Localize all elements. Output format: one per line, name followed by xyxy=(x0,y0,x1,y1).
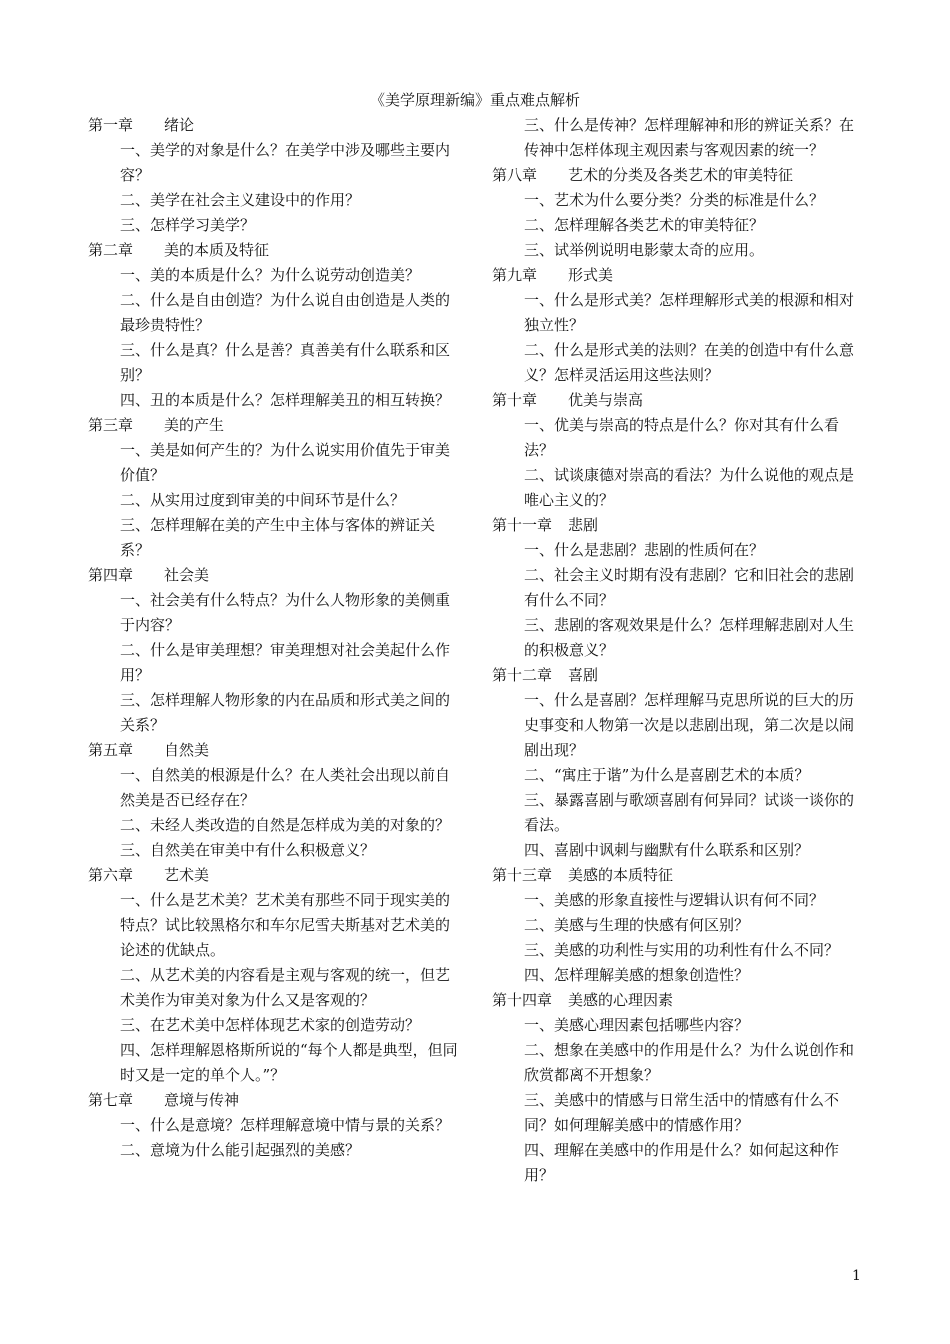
question-item: 三、美感的功利性与实用的功利性有什么不同？ xyxy=(524,941,840,959)
chapter-name: 绪论 xyxy=(164,116,195,134)
question-item: 二、什么是自由创造？为什么说自由创造是人类的最珍贵特性？ xyxy=(120,291,451,334)
chapter-heading xyxy=(88,863,463,888)
chapter-number: 第五章 xyxy=(88,741,134,759)
chapter-heading xyxy=(492,663,867,688)
question-item: 一、美感心理因素包括哪些内容？ xyxy=(524,1016,750,1034)
question-item: 二、从实用过度到审美的中间环节是什么？ xyxy=(120,491,406,509)
question-item: 二、社会主义时期有没有悲剧？它和旧社会的悲剧有什么不同？ xyxy=(524,566,855,609)
chapter-name: 意境与传神 xyxy=(164,1091,240,1109)
chapter-number: 第九章 xyxy=(492,266,538,284)
question-item: 一、美感的形象直接性与逻辑认识有何不同？ xyxy=(524,891,825,909)
chapter-number: 第二章 xyxy=(88,241,134,259)
chapter-name: 自然美 xyxy=(164,741,210,759)
question-item: 二、美感与生理的快感有何区别？ xyxy=(524,916,750,934)
question-item: 二、怎样理解各类艺术的审美特征？ xyxy=(524,216,765,234)
question-item: 四、理解在美感中的作用是什么？如何起这种作用？ xyxy=(524,1141,840,1184)
chapter-heading xyxy=(492,513,867,538)
chapter-number: 第十一章 xyxy=(492,516,553,534)
question-item: 四、怎样理解恩格斯所说的“每个人都是典型，但同时又是一定的单个人。”？ xyxy=(120,1041,458,1084)
chapter-heading xyxy=(492,863,867,888)
chapter-number: 第四章 xyxy=(88,566,134,584)
chapter-heading xyxy=(492,163,867,188)
question-item: 一、自然美的根源是什么？在人类社会出现以前自然美是否已经存在？ xyxy=(120,766,451,809)
question-item: 一、社会美有什么特点？为什么人物形象的美侧重于内容？ xyxy=(120,591,451,634)
question-item: 三、怎样理解在美的产生中主体与客体的辨证关系？ xyxy=(120,516,436,559)
chapter-name: 悲剧 xyxy=(568,516,599,534)
question-item: 二、试谈康德对崇高的看法？为什么说他的观点是唯心主义的？ xyxy=(524,466,855,509)
chapter-number: 第六章 xyxy=(88,866,134,884)
question-item: 一、什么是喜剧？怎样理解马克思所说的巨大的历史事变和人物第一次是以悲剧出现，第二次是以闹剧出现？ xyxy=(524,691,855,759)
question-item: 二、从艺术美的内容看是主观与客观的统一，但艺术美作为审美对象为什么又是客观的？ xyxy=(120,966,451,1009)
question-item: 一、美的本质是什么？为什么说劳动创造美？ xyxy=(120,266,421,284)
question-item: 二、什么是形式美的法则？在美的创造中有什么意义？怎样灵活运用这些法则？ xyxy=(524,341,855,384)
question-item: 三、暴露喜剧与歌颂喜剧有何异同？试谈一谈你的看法。 xyxy=(524,791,855,834)
chapter-name: 美的产生 xyxy=(164,416,225,434)
chapter-heading xyxy=(88,1088,463,1113)
chapter-name: 美感的本质特征 xyxy=(568,866,674,884)
question-item: 一、优美与崇高的特点是什么？你对其有什么看法？ xyxy=(524,416,840,459)
chapter-name: 美的本质及特征 xyxy=(164,241,270,259)
question-item: 三、怎样学习美学？ xyxy=(120,216,256,234)
chapter-number: 第十三章 xyxy=(492,866,553,884)
chapter-heading xyxy=(88,563,463,588)
chapter-heading xyxy=(88,738,463,763)
question-item: 三、美感中的情感与日常生活中的情感有什么不同？如何理解美感中的情感作用？ xyxy=(524,1091,840,1134)
question-item: 三、自然美在审美中有什么积极意义？ xyxy=(120,841,376,859)
chapter-name: 艺术美 xyxy=(164,866,210,884)
chapter-heading xyxy=(88,238,463,263)
chapter-heading xyxy=(88,413,463,438)
question-item: 一、美是如何产生的？为什么说实用价值先于审美价值？ xyxy=(120,441,451,484)
question-item: 三、悲剧的客观效果是什么？怎样理解悲剧对人生的积极意义？ xyxy=(524,616,855,659)
question-item: 三、在艺术美中怎样体现艺术家的创造劳动？ xyxy=(120,1016,421,1034)
chapter-heading xyxy=(492,263,867,288)
question-item: 二、未经人类改造的自然是怎样成为美的对象的？ xyxy=(120,816,451,834)
chapter-number: 第十二章 xyxy=(492,666,553,684)
chapter-name: 喜剧 xyxy=(568,666,599,684)
question-item: 三、什么是传神？怎样理解神和形的辨证关系？在传神中怎样体现主观因素与客观因素的统一？ xyxy=(524,116,855,159)
chapter-number: 第十四章 xyxy=(492,991,553,1009)
chapter-name: 社会美 xyxy=(164,566,210,584)
chapter-name: 美感的心理因素 xyxy=(568,991,674,1009)
question-item: 一、美学的对象是什么？在美学中涉及哪些主要内容？ xyxy=(120,141,451,184)
question-item: 一、艺术为什么要分类？分类的标准是什么？ xyxy=(524,191,825,209)
question-item: 二、美学在社会主义建设中的作用？ xyxy=(120,191,361,209)
document-title: 《美学原理新编》重点难点解析 xyxy=(369,91,580,109)
chapter-heading xyxy=(88,113,463,138)
question-item: 一、什么是艺术美？艺术美有那些不同于现实美的特点？试比较黑格尔和车尔尼雪夫斯基对艺术美的论述的优缺点。 xyxy=(120,891,451,959)
chapter-number: 第八章 xyxy=(492,166,538,184)
question-item: 二、想象在美感中的作用是什么？为什么说创作和欣赏都离不开想象？ xyxy=(524,1041,855,1084)
question-item: 一、什么是悲剧？悲剧的性质何在？ xyxy=(524,541,765,559)
chapter-heading xyxy=(492,388,867,413)
question-item: 一、什么是形式美？怎样理解形式美的根源和相对独立性？ xyxy=(524,291,855,334)
question-item: 四、怎样理解美感的想象创造性？ xyxy=(524,966,750,984)
chapter-name: 艺术的分类及各类艺术的审美特征 xyxy=(568,166,794,184)
left-column xyxy=(88,113,463,1163)
chapter-heading xyxy=(492,988,867,1013)
question-item: 二、意境为什么能引起强烈的美感？ xyxy=(120,1141,361,1159)
chapter-number: 第七章 xyxy=(88,1091,134,1109)
chapter-number: 第一章 xyxy=(88,116,134,134)
question-item: 四、喜剧中讽刺与幽默有什么联系和区别？ xyxy=(524,841,810,859)
chapter-number: 第三章 xyxy=(88,416,134,434)
chapter-number: 第十章 xyxy=(492,391,538,409)
question-item: 二、什么是审美理想？审美理想对社会美起什么作用？ xyxy=(120,641,451,684)
chapter-name: 优美与崇高 xyxy=(568,391,644,409)
question-item: 三、怎样理解人物形象的内在品质和形式美之间的关系？ xyxy=(120,691,451,734)
right-column xyxy=(492,113,867,1188)
page-number: 1 xyxy=(852,1268,861,1284)
question-item: 四、丑的本质是什么？怎样理解美丑的相互转换？ xyxy=(120,391,451,409)
question-item: 三、什么是真？什么是善？真善美有什么联系和区别？ xyxy=(120,341,451,384)
question-item: 二、“寓庄于谐”为什么是喜剧艺术的本质？ xyxy=(524,766,810,784)
question-item: 一、什么是意境？怎样理解意境中情与景的关系？ xyxy=(120,1116,451,1134)
question-item: 三、试举例说明电影蒙太奇的应用。 xyxy=(524,241,765,259)
chapter-name: 形式美 xyxy=(568,266,614,284)
